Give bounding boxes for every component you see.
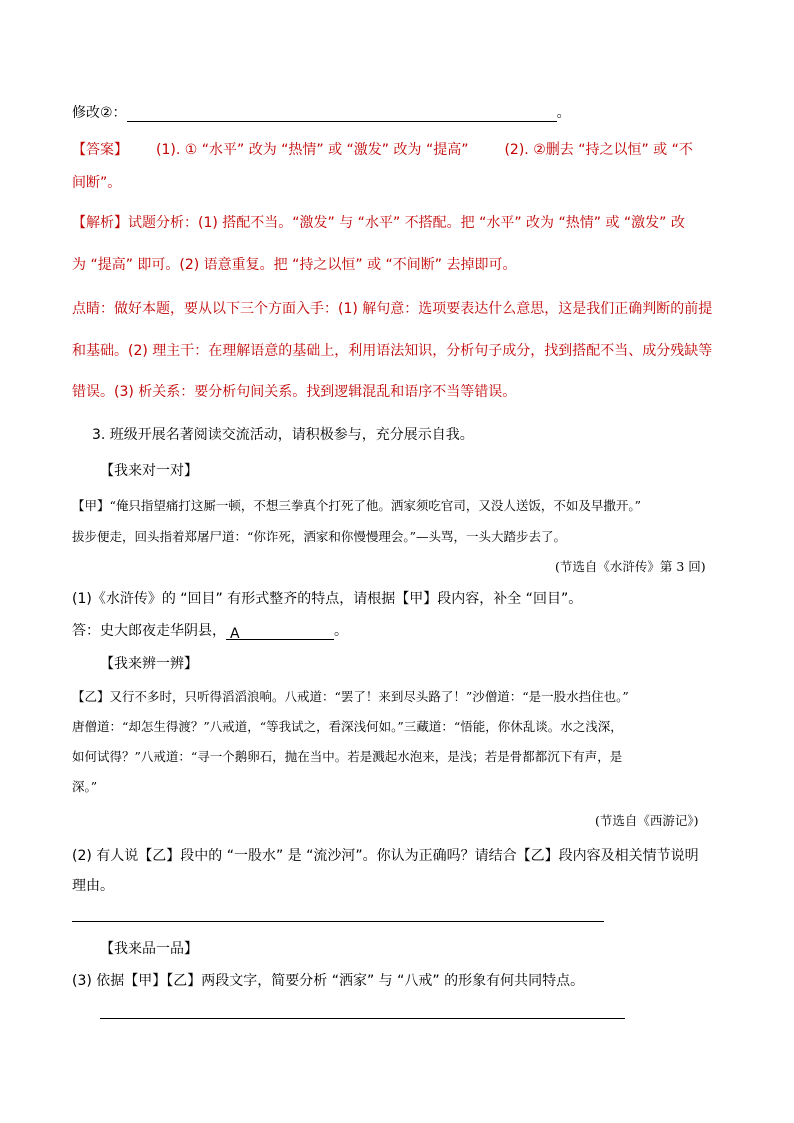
- revision-end: 。: [556, 105, 571, 121]
- section-title-distinguish: 【我来辨一辨】: [100, 656, 198, 672]
- answer-3-1-end: 。: [334, 623, 348, 639]
- passage-yi-line-4: 深。”: [72, 779, 98, 794]
- passage-yi-line-3: 如何试得？”八戒道：“寻一个鹅卵石，抛在当中。若是溅起水泡来，是浅；若是骨都都沉下有声，是: [72, 749, 623, 764]
- question-3-1: (1)《水浒传》的 “回目” 有形式整齐的特点，请根据【甲】段内容，补全 “回目”。: [72, 591, 583, 607]
- passage-jia-line-2: 拔步便走，回头指着郑屠尸道：“你诈死，洒家和你慢慢理会。”—头骂，一头大踏步去了。: [72, 529, 567, 544]
- answer-3-2-line[interactable]: [72, 921, 604, 922]
- question-3-3: (3) 依据【甲】【乙】两段文字，简要分析 “洒家” 与 “八戒” 的形象有何共同特点。: [72, 973, 585, 989]
- answer-part-2: (2). ②删去 “持之以恒” 或 “不: [504, 142, 693, 158]
- question-3-intro: 3. 班级开展名著阅读交流活动，请积极参与，充分展示自我。: [92, 427, 474, 443]
- answer-3-1-blank[interactable]: A: [226, 625, 334, 640]
- analysis-line-1: [72, 214, 685, 232]
- question-3-2-line-2: 理由。: [72, 878, 114, 894]
- analysis-text-1: 试题分析：(1) 搭配不当。“激发” 与 “水平” 不搭配。把 “水平” 改为 “热情” 或 “激发” 改: [128, 215, 685, 231]
- question-3-2-line-1: (2) 有人说【乙】段中的 “一股水” 是 “流沙河”。你认为正确吗？请结合【乙】段内容及相关情节说明: [72, 848, 699, 864]
- revision-blank[interactable]: [127, 107, 557, 122]
- tips-line-2: 和基础。(2) 理主干：在理解语意的基础上，利用语法知识，分析句子成分，找到搭配不当、成分残缺等: [72, 343, 713, 359]
- answer-part-1: (1). ① “水平” 改为 “热情” 或 “激发” 改为 “提高”: [156, 142, 469, 158]
- passage-jia-line-1: 【甲】“俺只指望痛打这厮一顿，不想三拳真个打死了他。洒家须吃官司，又没人送饭，不如及早撒开。”: [72, 498, 642, 513]
- answer-line-2: 间断”。: [72, 175, 122, 191]
- answer-line-1: [72, 141, 693, 159]
- answer-3-3-line[interactable]: [100, 1018, 625, 1019]
- section-title-match: 【我来对一对】: [100, 463, 198, 479]
- tips-line-1: 点睛：做好本题，要从以下三个方面入手：(1) 解句意：选项要表达什么意思，这是我们正确判断的前提: [72, 301, 713, 317]
- passage-yi-line-1: 【乙】又行不多时，只听得滔滔浪响。八戒道：“罢了！来到尽头路了！”沙僧道：“是一股水挡住也。”: [72, 689, 629, 704]
- analysis-line-2: 为 “提高” 即可。(2) 语意重复。把 “持之以恒” 或 “不间断” 去掉即可。: [72, 257, 517, 273]
- answer-3-1: [72, 622, 348, 640]
- answer-3-1-prefix: 答：史大郎夜走华阴县，: [72, 623, 226, 639]
- source-jia: (节选自《水浒传》第 3 回): [555, 559, 706, 574]
- tips-line-3: 错误。(3) 析关系：要分析句间关系。找到逻辑混乱和语序不当等错误。: [72, 384, 517, 400]
- source-yi: (节选自《西游记》): [595, 813, 699, 828]
- answer-tag: 【答案】: [72, 142, 128, 158]
- revision-line: [72, 104, 571, 122]
- analysis-tag: 【解析】: [72, 215, 128, 231]
- section-title-appreciate: 【我来品一品】: [100, 941, 198, 957]
- passage-yi-line-2: 唐僧道：“却怎生得渡？”八戒道，“等我试之，看深浅何如。”三藏道：“悟能，你休乱谈。水之浅深，: [72, 719, 623, 734]
- revision-label: 修改②：: [72, 105, 127, 121]
